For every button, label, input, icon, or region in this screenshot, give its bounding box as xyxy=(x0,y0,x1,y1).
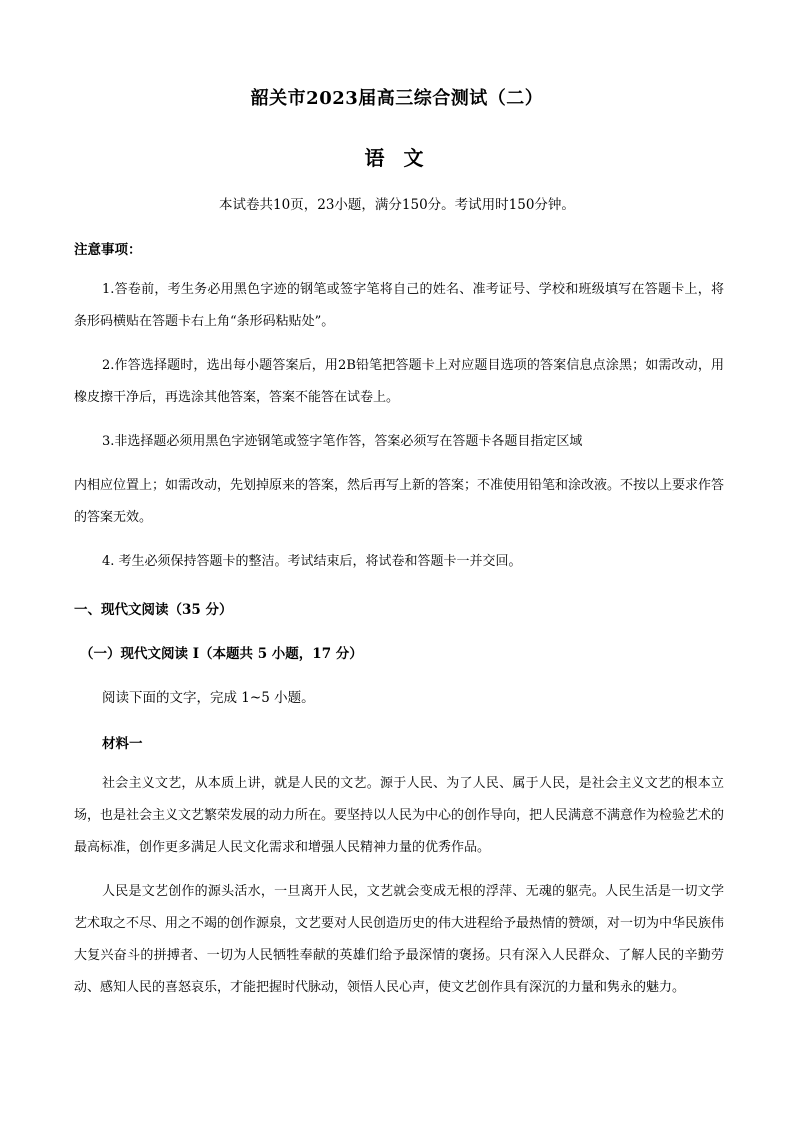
reading-instruction: 阅读下面的文字，完成 1~5 小题。 xyxy=(102,690,315,706)
subsection-heading: （一）现代文阅读 I（本题共 5 小题，17 分） xyxy=(80,646,363,662)
section-heading: 一、现代文阅读（35 分） xyxy=(74,602,233,618)
notice-item-4: 4. 考生必须保持答题卡的整洁。考试结束后，将试卷和答题卡一并交回。 xyxy=(102,554,522,569)
material-label: 材料一 xyxy=(102,736,143,752)
subject-title: 语 文 xyxy=(364,146,430,170)
notice-item-1: 1.答卷前，考生务必用黑色字迹的钢笔或签字笔将自己的姓名、准考证号、学校和班级填写在答题卡上，将条形码横贴在答题卡右上角“条形码粘贴处”。 xyxy=(74,282,724,329)
material-paragraph-2: 人民是文艺创作的源头活水，一旦离开人民，文艺就会变成无根的浮萍、无魂的躯壳。人民生活是一切文学艺术取之不尽、用之不竭的创作源泉，文艺要对人民创造历史的伟大进程给予最热情的赞颂，对一切为中华民族伟大复兴奋斗的拼搏者、一切为人民牺牲奉献的英雄们给予最深情的褒扬。只有深入人民群众、了解人民的辛勤劳动、感知人民的喜怒哀乐，才能把握时代脉动，领悟人民心声，使文艺创作具有深沉的力量和隽永的魅力。 xyxy=(74,884,725,995)
notice-item-3-part1: 3.非选择题必须用黑色字迹钢笔或签字笔作答，答案必须写在答题卡各题目指定区域 xyxy=(102,434,583,449)
notice-heading: 注意事项： xyxy=(74,242,142,258)
material-paragraph-1: 社会主义文艺，从本质上讲，就是人民的文艺。源于人民、为了人民、属于人民，是社会主义文艺的根本立场，也是社会主义文艺繁荣发展的动力所在。要坚持以人民为中心的创作导向，把人民满意不满意作为检验艺术的最高标准，创作更多满足人民文化需求和增强人民精神力量的优秀作品。 xyxy=(74,776,725,855)
notice-item-3-part2: 内相应位置上；如需改动，先划掉原来的答案，然后再写上新的答案；不准使用铅笔和涂改液。不按以上要求作答的答案无效。 xyxy=(74,478,725,525)
page-title: 韶关市2023届高三综合测试（二） xyxy=(250,88,544,109)
notice-item-2: 2.作答选择题时，选出每小题答案后，用2B铅笔把答题卡上对应题目选项的答案信息点涂黑；如需改动，用橡皮擦干净后，再选涂其他答案，答案不能答在试卷上。 xyxy=(74,358,724,405)
exam-info: 本试卷共10页，23小题，满分150分。考试用时150分钟。 xyxy=(219,197,575,213)
